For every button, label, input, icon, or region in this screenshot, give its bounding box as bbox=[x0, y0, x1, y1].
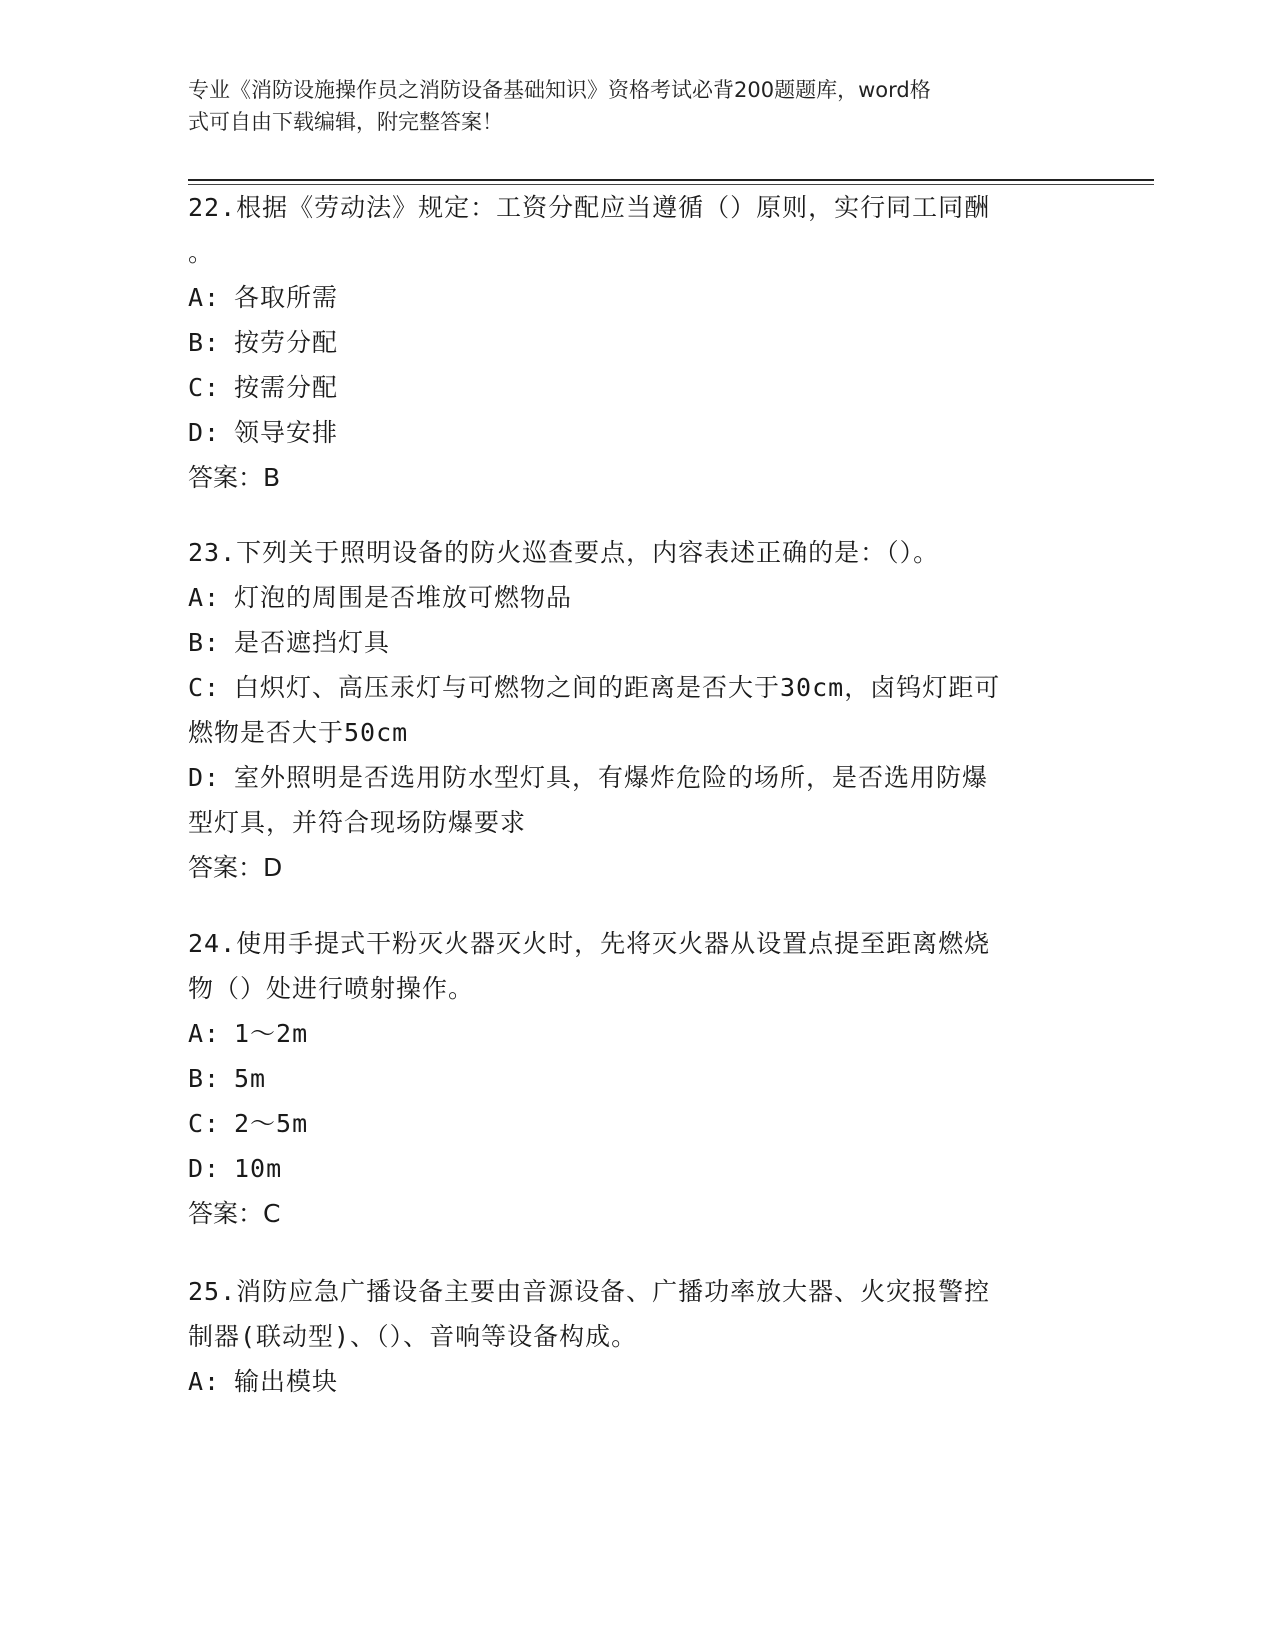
option-letter: D: bbox=[188, 763, 221, 792]
option-continuation: 型灯具，并符合现场防爆要求 bbox=[188, 808, 527, 837]
option-letter: B: bbox=[188, 328, 221, 357]
question-stem: 制器(联动型)、（）、音响等设备构成。 bbox=[188, 1322, 638, 1351]
question-stem: 22.根据《劳动法》规定：工资分配应当遵循（）原则，实行同工同酬 bbox=[188, 193, 991, 222]
option-text: 是否遮挡灯具 bbox=[234, 628, 391, 657]
header-divider-thick bbox=[188, 179, 1154, 181]
option-letter: D: bbox=[188, 418, 221, 447]
option-text: 1～2m bbox=[234, 1019, 309, 1048]
option-letter: D: bbox=[188, 1154, 221, 1183]
answer-label: 答案：D bbox=[188, 853, 283, 882]
option-c bbox=[188, 365, 1078, 410]
question-24 bbox=[188, 921, 1078, 1236]
question-stem: 23.下列关于照明设备的防火巡查要点，内容表述正确的是：（）。 bbox=[188, 538, 940, 567]
option-d bbox=[188, 1146, 1078, 1191]
option-b bbox=[188, 320, 1078, 365]
option-a bbox=[188, 575, 1078, 620]
option-letter: A: bbox=[188, 1019, 221, 1048]
option-letter: A: bbox=[188, 583, 221, 612]
question-stem: 物（）处进行喷射操作。 bbox=[188, 974, 475, 1003]
question-stem: 。 bbox=[188, 238, 215, 267]
question-25 bbox=[188, 1269, 1078, 1404]
header-line-1: 专业《消防设施操作员之消防设备基础知识》资格考试必背200题题库，word格 bbox=[188, 78, 931, 102]
question-23 bbox=[188, 530, 1078, 890]
question-stem: 25.消防应急广播设备主要由音源设备、广播功率放大器、火灾报警控 bbox=[188, 1277, 991, 1306]
option-letter: C: bbox=[188, 373, 221, 402]
option-text: 10m bbox=[234, 1154, 283, 1183]
document-header bbox=[188, 74, 1068, 138]
option-b bbox=[188, 620, 1078, 665]
option-d bbox=[188, 410, 1078, 455]
option-letter: C: bbox=[188, 673, 221, 702]
option-b bbox=[188, 1056, 1078, 1101]
option-a bbox=[188, 1011, 1078, 1056]
question-22 bbox=[188, 185, 1078, 500]
question-stem: 24.使用手提式干粉灭火器灭火时，先将灭火器从设置点提至距离燃烧 bbox=[188, 929, 991, 958]
answer-label: 答案：B bbox=[188, 463, 281, 492]
option-letter: A: bbox=[188, 283, 221, 312]
option-letter: B: bbox=[188, 628, 221, 657]
option-d bbox=[188, 755, 1078, 800]
option-text: 领导安排 bbox=[234, 418, 339, 447]
option-text: 按需分配 bbox=[234, 373, 339, 402]
option-text: 按劳分配 bbox=[234, 328, 339, 357]
option-text: 输出模块 bbox=[234, 1367, 339, 1396]
option-text: 室外照明是否选用防水型灯具，有爆炸危险的场所，是否选用防爆 bbox=[234, 763, 989, 792]
option-c bbox=[188, 665, 1078, 710]
header-line-2: 式可自由下载编辑，附完整答案！ bbox=[188, 110, 503, 134]
option-letter: A: bbox=[188, 1367, 221, 1396]
option-letter: B: bbox=[188, 1064, 221, 1093]
option-text: 5m bbox=[234, 1064, 267, 1093]
option-text: 白炽灯、高压汞灯与可燃物之间的距离是否大于30cm，卤钨灯距可 bbox=[234, 673, 1001, 702]
option-letter: C: bbox=[188, 1109, 221, 1138]
option-text: 2～5m bbox=[234, 1109, 309, 1138]
option-c bbox=[188, 1101, 1078, 1146]
option-a bbox=[188, 275, 1078, 320]
option-text: 灯泡的周围是否堆放可燃物品 bbox=[234, 583, 573, 612]
option-continuation: 燃物是否大于50cm bbox=[188, 718, 409, 747]
answer-label: 答案：C bbox=[188, 1199, 281, 1228]
option-a bbox=[188, 1359, 1078, 1404]
option-text: 各取所需 bbox=[234, 283, 339, 312]
